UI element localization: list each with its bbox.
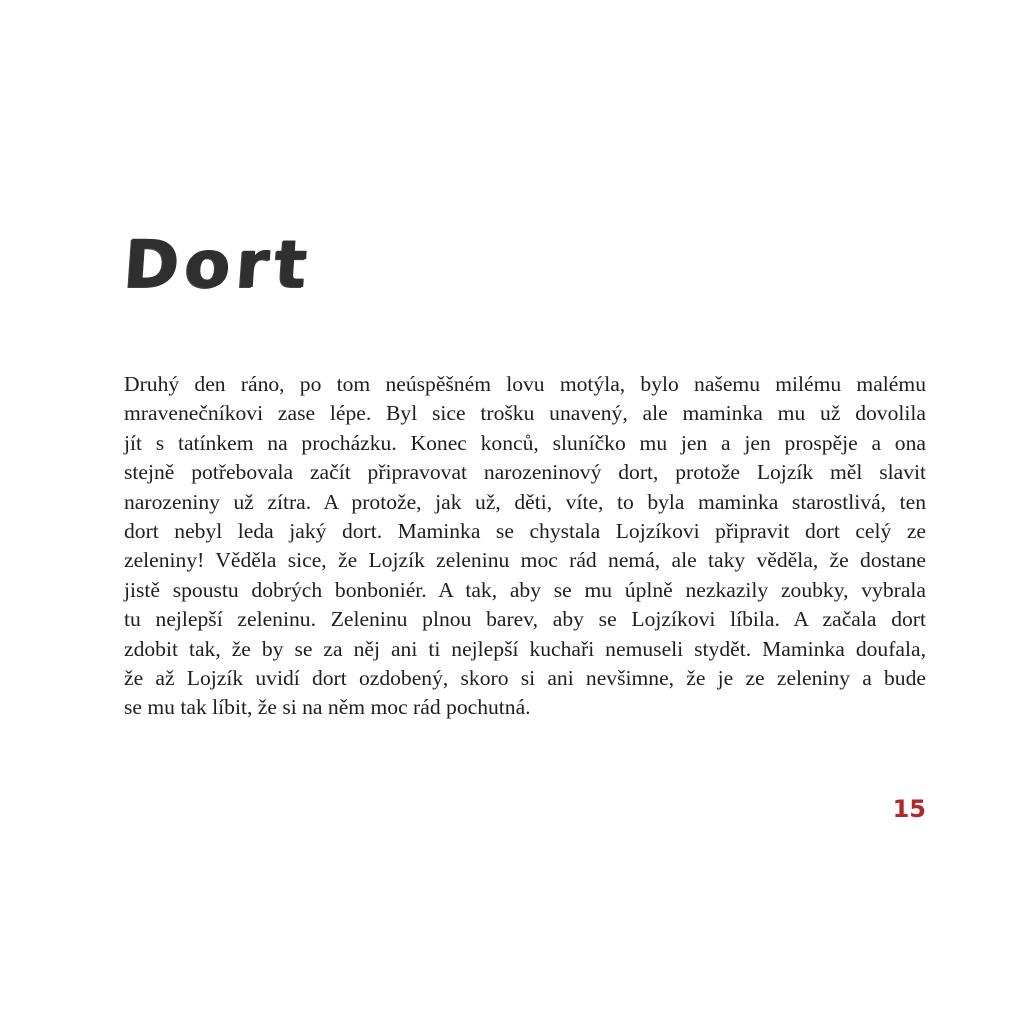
paragraph-line: jistě spoustu dobrých bonboniér. A tak, aby se mu úplně nezkazily zoubky, vybrala	[124, 577, 926, 602]
paragraph-line: jít s tatínkem na procházku. Konec konců, sluníčko mu jen a jen prospěje a ona	[124, 430, 926, 455]
paragraph-line: tu nejlepší zeleninu. Zeleninu plnou barev, aby se Lojzíkovi líbila. A začala dort	[124, 607, 926, 632]
page-number: 15	[892, 795, 926, 823]
paragraph-line: zdobit tak, že by se za něj ani ti nejlepší kuchaři nemuseli stydět. Maminka doufala,	[124, 636, 926, 661]
paragraph-line: dort nebyl leda jaký dort. Maminka se chystala Lojzíkovi připravit dort celý ze	[124, 519, 926, 544]
paragraph-line: stejně potřebovala začít připravovat narozeninový dort, protože Lojzík měl slavit	[124, 460, 926, 485]
paragraph-line: zeleniny! Věděla sice, že Lojzík zeleninu moc rád nemá, ale taky věděla, že dostane	[124, 548, 926, 573]
story-paragraph	[124, 370, 926, 723]
page-title: Dort	[121, 226, 315, 303]
paragraph-line: narozeniny už zítra. A protože, jak už, děti, víte, to byla maminka starostlivá, ten	[124, 489, 926, 514]
paragraph-line: se mu tak líbit, že si na něm moc rád pochutná.	[124, 695, 531, 720]
paragraph-line: mravenečníkovi zase lépe. Byl sice trošku unavený, ale maminka mu už dovolila	[124, 401, 926, 426]
paragraph-line: že až Lojzík uvidí dort ozdobený, skoro si ani nevšimne, že je ze zeleniny a bude	[124, 666, 926, 691]
paragraph-line: Druhý den ráno, po tom neúspěšném lovu motýla, bylo našemu milému malému	[124, 372, 926, 396]
